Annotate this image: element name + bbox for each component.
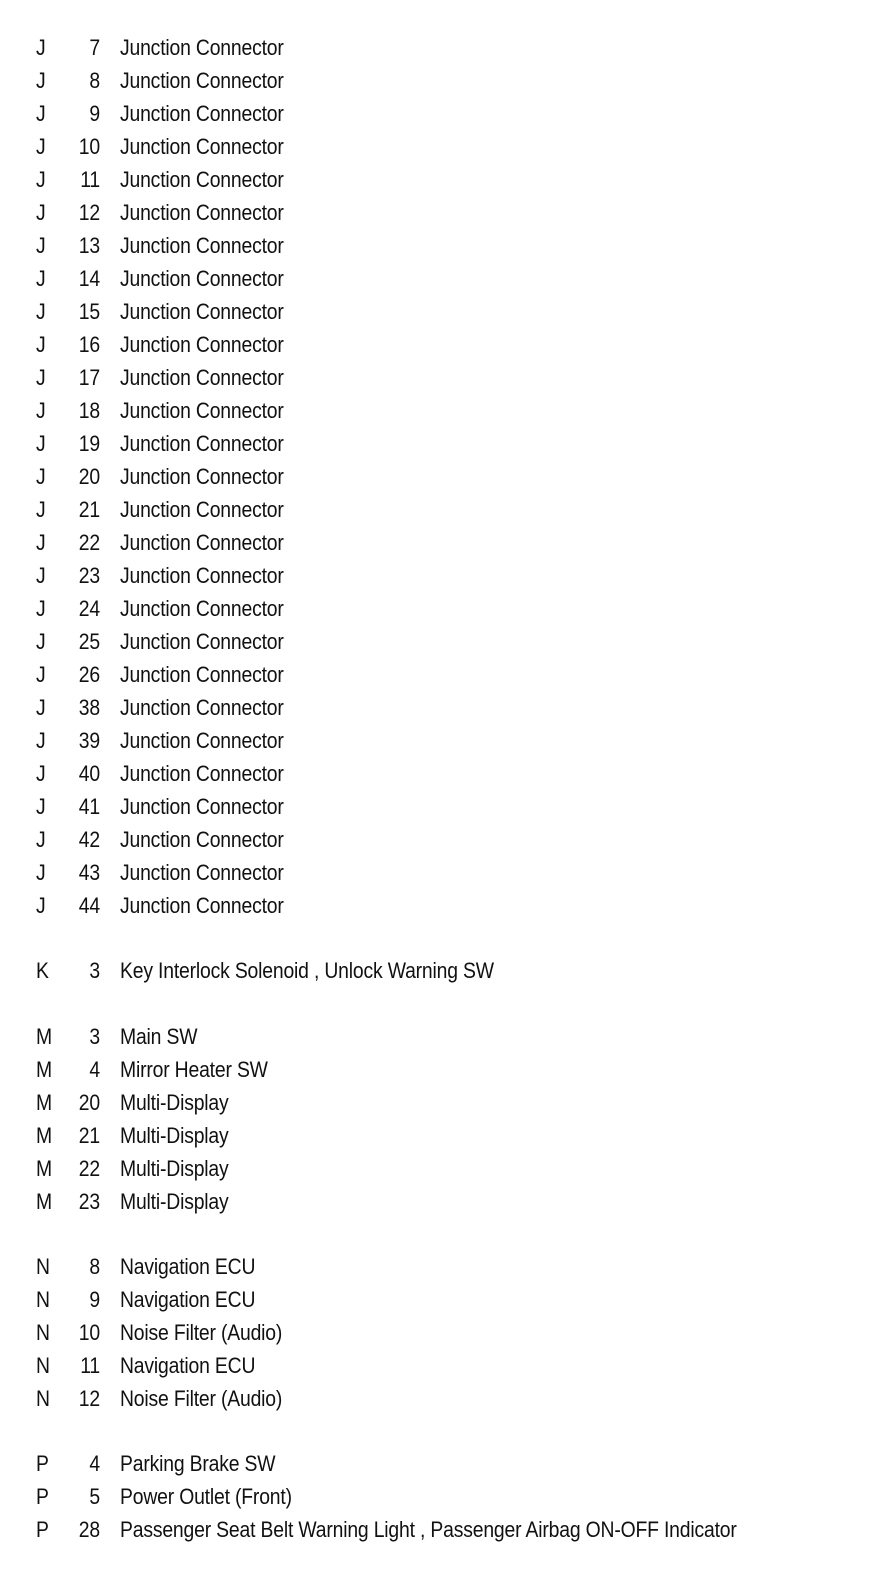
connector-code: M xyxy=(36,1123,52,1148)
connector-description: Junction Connector xyxy=(120,695,284,720)
connector-number: 17 xyxy=(78,365,100,390)
connector-row xyxy=(0,1316,896,1349)
connector-row xyxy=(0,196,896,229)
connector-code: J xyxy=(36,266,46,291)
connector-code: J xyxy=(36,398,46,423)
connector-code: N xyxy=(36,1320,50,1345)
connector-number: 18 xyxy=(78,398,100,423)
connector-row xyxy=(0,1513,896,1546)
connector-description: Main SW xyxy=(120,1024,198,1049)
connector-code: J xyxy=(36,233,46,258)
connector-row xyxy=(0,328,896,361)
connector-number: 21 xyxy=(78,497,100,522)
connector-description: Navigation ECU xyxy=(120,1254,256,1279)
connector-row xyxy=(0,130,896,163)
connector-number: 13 xyxy=(78,233,100,258)
connector-number: 22 xyxy=(78,530,100,555)
connector-number: 25 xyxy=(78,629,100,654)
connector-number: 40 xyxy=(78,761,100,786)
connector-number: 23 xyxy=(78,1189,100,1214)
connector-group-m-connectors xyxy=(0,1020,896,1218)
connector-description: Junction Connector xyxy=(120,794,284,819)
connector-code: K xyxy=(36,958,49,983)
connector-code: J xyxy=(36,596,46,621)
connector-code: J xyxy=(36,662,46,687)
connector-description: Junction Connector xyxy=(120,101,284,126)
connector-code: J xyxy=(36,134,46,159)
connector-row xyxy=(0,757,896,790)
connector-code: P xyxy=(36,1451,49,1476)
connector-row xyxy=(0,361,896,394)
connector-row xyxy=(0,1053,896,1086)
connector-code: J xyxy=(36,530,46,555)
connector-row xyxy=(0,460,896,493)
connector-number: 20 xyxy=(78,464,100,489)
connector-description: Navigation ECU xyxy=(120,1287,256,1312)
connector-code: P xyxy=(36,1517,49,1542)
connector-number: 11 xyxy=(80,1353,100,1378)
connector-code: J xyxy=(36,167,46,192)
connector-description: Junction Connector xyxy=(120,200,284,225)
connector-code: M xyxy=(36,1057,52,1082)
connector-code: P xyxy=(36,1484,49,1509)
connector-row xyxy=(0,790,896,823)
connector-number: 38 xyxy=(78,695,100,720)
connector-code: J xyxy=(36,728,46,753)
connector-row xyxy=(0,1185,896,1218)
connector-number: 28 xyxy=(78,1517,100,1542)
connector-code: J xyxy=(36,497,46,522)
connector-code: J xyxy=(36,365,46,390)
connector-number: 14 xyxy=(78,266,100,291)
connector-number: 10 xyxy=(78,1320,100,1345)
connector-code: J xyxy=(36,332,46,357)
connector-row xyxy=(0,658,896,691)
connector-description: Passenger Seat Belt Warning Light , Passenger Airbag ON-OFF Indicator xyxy=(120,1517,737,1542)
connector-row xyxy=(0,1447,896,1480)
connector-description: Junction Connector xyxy=(120,893,284,918)
connector-number: 3 xyxy=(89,958,100,983)
connector-description: Junction Connector xyxy=(120,563,284,588)
connector-description: Junction Connector xyxy=(120,266,284,291)
connector-description: Junction Connector xyxy=(120,497,284,522)
connector-code: M xyxy=(36,1189,52,1214)
connector-description: Junction Connector xyxy=(120,662,284,687)
connector-number: 8 xyxy=(89,68,100,93)
connector-description: Mirror Heater SW xyxy=(120,1057,268,1082)
connector-row xyxy=(0,493,896,526)
connector-number: 4 xyxy=(89,1451,100,1476)
connector-number: 23 xyxy=(78,563,100,588)
connector-description: Junction Connector xyxy=(120,68,284,93)
connector-description: Junction Connector xyxy=(120,332,284,357)
connector-number: 11 xyxy=(80,167,100,192)
connector-code: J xyxy=(36,860,46,885)
connector-row xyxy=(0,889,896,922)
connector-code: J xyxy=(36,68,46,93)
connector-number: 3 xyxy=(89,1024,100,1049)
connector-description: Junction Connector xyxy=(120,827,284,852)
connector-code: J xyxy=(36,464,46,489)
connector-row xyxy=(0,394,896,427)
connector-description: Key Interlock Solenoid , Unlock Warning SW xyxy=(120,958,494,983)
connector-number: 26 xyxy=(78,662,100,687)
connector-row xyxy=(0,625,896,658)
connector-description: Multi-Display xyxy=(120,1189,229,1214)
connector-number: 12 xyxy=(78,200,100,225)
connector-code: N xyxy=(36,1287,50,1312)
connector-row xyxy=(0,262,896,295)
connector-code: J xyxy=(36,695,46,720)
connector-description: Noise Filter (Audio) xyxy=(120,1386,283,1411)
connector-code: M xyxy=(36,1156,52,1181)
connector-code: J xyxy=(36,200,46,225)
connector-group-k-connectors xyxy=(0,954,896,987)
connector-row xyxy=(0,1283,896,1316)
connector-number: 16 xyxy=(78,332,100,357)
connector-code: J xyxy=(36,563,46,588)
connector-description: Junction Connector xyxy=(120,629,284,654)
connector-row xyxy=(0,1382,896,1415)
connector-row xyxy=(0,1349,896,1382)
connector-number: 21 xyxy=(78,1123,100,1148)
connector-row xyxy=(0,229,896,262)
connector-row xyxy=(0,1480,896,1513)
connector-description: Navigation ECU xyxy=(120,1353,256,1378)
connector-row xyxy=(0,691,896,724)
connector-description: Noise Filter (Audio) xyxy=(120,1320,283,1345)
connector-row xyxy=(0,1119,896,1152)
connector-description: Multi-Display xyxy=(120,1123,229,1148)
connector-row xyxy=(0,724,896,757)
connector-description: Junction Connector xyxy=(120,167,284,192)
connector-number: 22 xyxy=(78,1156,100,1181)
connector-number: 41 xyxy=(78,794,100,819)
connector-code: N xyxy=(36,1386,50,1411)
connector-row xyxy=(0,1086,896,1119)
connector-code: J xyxy=(36,35,46,60)
connector-row xyxy=(0,1250,896,1283)
connector-number: 4 xyxy=(89,1057,100,1082)
connector-description: Junction Connector xyxy=(120,299,284,324)
connector-number: 19 xyxy=(78,431,100,456)
connector-row xyxy=(0,592,896,625)
connector-description: Multi-Display xyxy=(120,1156,229,1181)
connector-description: Junction Connector xyxy=(120,596,284,621)
connector-number: 8 xyxy=(89,1254,100,1279)
connector-description: Junction Connector xyxy=(120,464,284,489)
connector-code: M xyxy=(36,1090,52,1115)
connector-row xyxy=(0,31,896,64)
connector-number: 5 xyxy=(89,1484,100,1509)
connector-description: Junction Connector xyxy=(120,860,284,885)
connector-row xyxy=(0,954,896,987)
connector-code: J xyxy=(36,629,46,654)
connector-code: M xyxy=(36,1024,52,1049)
connector-row xyxy=(0,295,896,328)
connector-number: 7 xyxy=(89,35,100,60)
connector-description: Junction Connector xyxy=(120,233,284,258)
connector-row xyxy=(0,526,896,559)
connector-group-n-connectors xyxy=(0,1250,896,1415)
connector-code: J xyxy=(36,761,46,786)
connector-code: J xyxy=(36,101,46,126)
connector-description: Multi-Display xyxy=(120,1090,229,1115)
connector-description: Junction Connector xyxy=(120,365,284,390)
connector-number: 10 xyxy=(78,134,100,159)
connector-description: Junction Connector xyxy=(120,398,284,423)
connector-description: Junction Connector xyxy=(120,134,284,159)
connector-row xyxy=(0,559,896,592)
connector-number: 15 xyxy=(78,299,100,324)
connector-number: 9 xyxy=(89,1287,100,1312)
connector-number: 42 xyxy=(78,827,100,852)
connector-description: Junction Connector xyxy=(120,728,284,753)
connector-number: 20 xyxy=(78,1090,100,1115)
connector-description: Junction Connector xyxy=(120,530,284,555)
connector-row xyxy=(0,856,896,889)
connector-group-j-connectors xyxy=(0,31,896,922)
connector-number: 43 xyxy=(78,860,100,885)
connector-code: J xyxy=(36,431,46,456)
connector-row xyxy=(0,97,896,130)
connector-row xyxy=(0,1020,896,1053)
connector-row xyxy=(0,1152,896,1185)
connector-code: J xyxy=(36,827,46,852)
connector-number: 24 xyxy=(78,596,100,621)
connector-code: N xyxy=(36,1254,50,1279)
connector-code: J xyxy=(36,794,46,819)
connector-code: N xyxy=(36,1353,50,1378)
connector-number: 12 xyxy=(78,1386,100,1411)
connector-number: 44 xyxy=(78,893,100,918)
connector-code: J xyxy=(36,299,46,324)
connector-description: Junction Connector xyxy=(120,431,284,456)
connector-row xyxy=(0,163,896,196)
connector-number: 39 xyxy=(78,728,100,753)
connector-row xyxy=(0,823,896,856)
connector-description: Power Outlet (Front) xyxy=(120,1484,292,1509)
connector-code: J xyxy=(36,893,46,918)
connector-description: Junction Connector xyxy=(120,761,284,786)
connector-description: Parking Brake SW xyxy=(120,1451,276,1476)
connector-group-p-connectors xyxy=(0,1447,896,1546)
connector-description: Junction Connector xyxy=(120,35,284,60)
connector-row xyxy=(0,427,896,460)
connector-row xyxy=(0,64,896,97)
connector-number: 9 xyxy=(89,101,100,126)
